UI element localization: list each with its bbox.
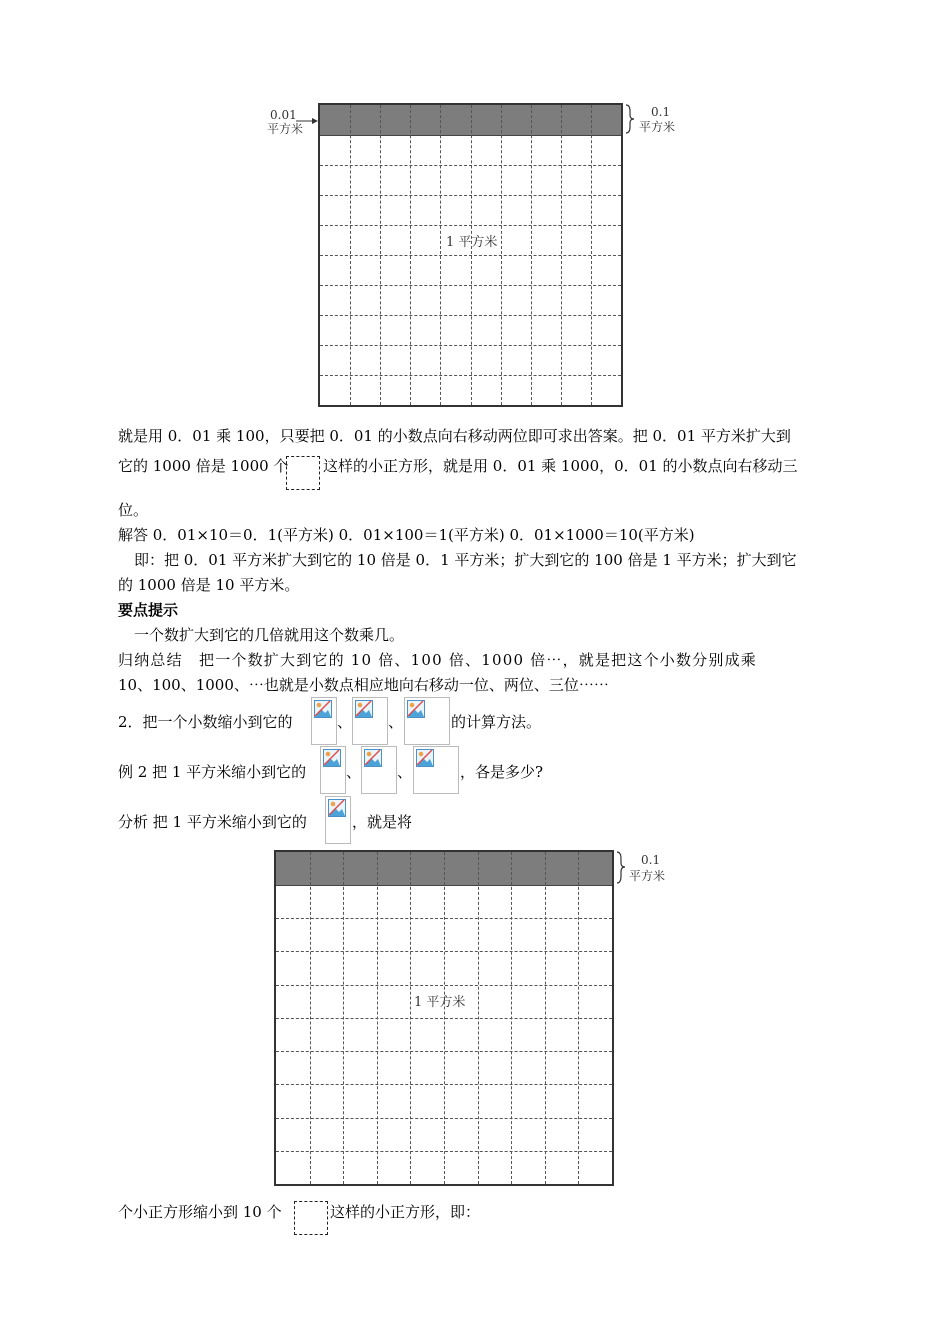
grid-row-line [276, 918, 612, 919]
fraction-image-placeholder [311, 697, 337, 745]
paragraph-line: 位。 [118, 501, 149, 519]
separator: 、 [346, 763, 362, 781]
small-square-value: 0.01 [270, 108, 297, 122]
grid-row-line [320, 225, 621, 226]
paragraph-line: 这样的小正方形，就是用 0．01 乘 1000，0．01 的小数点向右移动三 [323, 457, 798, 475]
grid-row-line [276, 1018, 612, 1019]
grid-row-line [320, 375, 621, 376]
band-unit: 平方米 [639, 120, 676, 134]
grid-row-line [276, 885, 612, 886]
paragraph-line: 即：把 0．01 平方米扩大到它的 10 倍是 0．1 平方米；扩大到它的 100 倍是 1 平方米；扩大到它 [134, 551, 797, 569]
small-square-unit: 平方米 [267, 122, 304, 136]
broken-image-icon [407, 700, 425, 718]
grid-row-line [320, 345, 621, 346]
summary-line: 10、100、1000、⋯也就是小数点相应地向右移动一位、两位、三位⋯⋯ [118, 676, 609, 694]
paragraph-line: 它的 1000 倍是 1000 个 [118, 457, 289, 475]
summary-line: 归纳总结 把一个数扩大到它的 10 倍、100 倍、1000 倍⋯，就是把这个小数分别成乘 [118, 651, 757, 669]
answer-line: 解答 0．01×10＝0．1(平方米) 0．01×100＝1(平方米) 0．01×1000＝10(平方米) [118, 526, 695, 544]
separator: 、 [397, 763, 413, 781]
grid-row-line [320, 195, 621, 196]
example-2-prefix: 例 2 把 1 平方米缩小到它的 [118, 763, 307, 781]
broken-image-icon [328, 799, 346, 817]
broken-image-icon [314, 700, 332, 718]
broken-image-icon [364, 749, 382, 767]
key-points-heading: 要点提示 [118, 601, 179, 619]
brace-icon [625, 104, 635, 138]
grid-row-line [320, 135, 621, 136]
grid-row-line [276, 985, 612, 986]
fraction-image-placeholder [404, 697, 450, 745]
band-value: 0.1 [641, 853, 661, 867]
grid-row-line [276, 951, 612, 952]
grid-row-line [276, 1084, 612, 1085]
question-2-prefix: 2．把一个小数缩小到它的 [118, 713, 293, 731]
separator: 、 [388, 713, 404, 731]
grid-row-line [320, 255, 621, 256]
fraction-image-placeholder [325, 796, 351, 844]
paragraph-line: 就是用 0．01 乘 100，只要把 0．01 的小数点向右移动两位即可求出答案。把 0．01 平方米扩大到 [118, 427, 791, 445]
grid-figure-top [318, 103, 623, 407]
band-unit: 平方米 [629, 869, 666, 883]
fraction-image-placeholder [361, 746, 397, 794]
grid-row-line [320, 165, 621, 166]
example-2-suffix: ，各是多少? [460, 763, 544, 781]
key-points-text: 一个数扩大到它的几倍就用这个数乘几。 [134, 626, 405, 644]
brace-icon [616, 851, 626, 888]
broken-image-icon [355, 700, 373, 718]
broken-image-icon [323, 749, 341, 767]
grid-figure-bottom [274, 850, 614, 1186]
fraction-image-placeholder [413, 746, 459, 794]
grid-row-line [320, 315, 621, 316]
broken-image-icon [416, 749, 434, 767]
grid-row-line [276, 1118, 612, 1119]
grid-row-line [320, 285, 621, 286]
question-2-suffix: 的计算方法。 [451, 713, 542, 731]
grid-row-line [276, 1051, 612, 1052]
fraction-image-placeholder [352, 697, 388, 745]
separator: 、 [337, 713, 353, 731]
paragraph-line: 个小正方形缩小到 10 个 [118, 1203, 282, 1221]
paragraph-line: 的 1000 倍是 10 平方米。 [118, 576, 300, 594]
band-value: 0.1 [651, 105, 671, 119]
analysis-suffix: ，就是将 [352, 813, 413, 831]
center-area-label: 1 平方米 [414, 995, 466, 1010]
paragraph-line: 这样的小正方形，即： [330, 1203, 481, 1221]
fraction-image-placeholder [320, 746, 346, 794]
grid-row-line [276, 1151, 612, 1152]
small-square-box [294, 1201, 328, 1235]
center-area-label: 1 平方米 [446, 235, 498, 250]
small-square-box [286, 456, 320, 490]
analysis-prefix: 分析 把 1 平方米缩小到它的 [118, 813, 307, 831]
